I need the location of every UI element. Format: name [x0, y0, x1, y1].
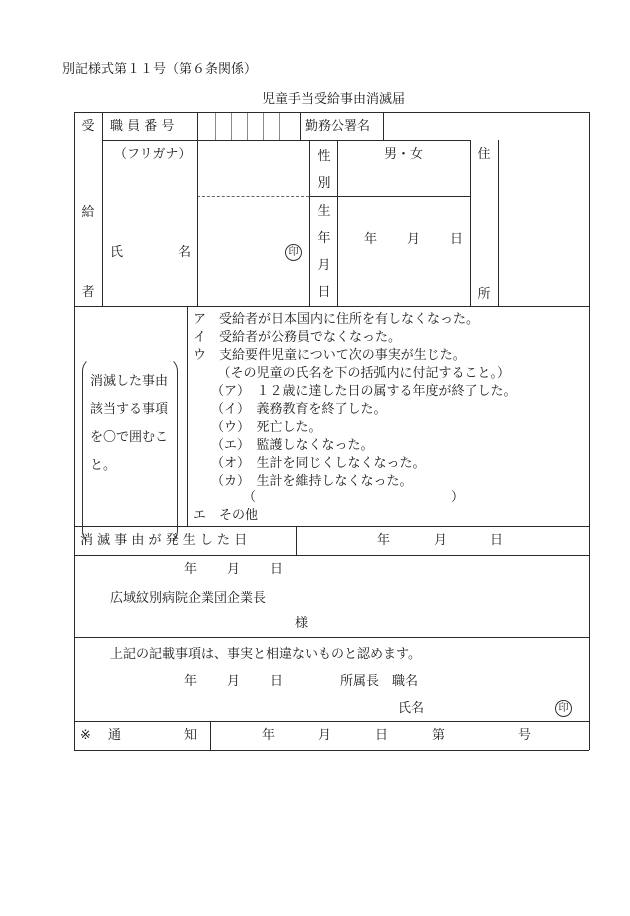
reason-subitem[interactable]: （イ） 義務教育を終了した。 [211, 402, 387, 417]
birth-label-3: 月 [317, 258, 331, 273]
seal-icon: 印 [285, 244, 302, 261]
address-field[interactable] [499, 141, 588, 305]
name-label-1: 氏 [110, 245, 124, 260]
certification-statement: 上記の記載事項は、事実と相違ないものと認めます。 [110, 647, 421, 662]
honorific: 様 [295, 616, 309, 631]
notice-label-2: 知 [184, 728, 198, 743]
reason-note: （その児童の氏名を下の括弧内に付記すること。） [211, 366, 511, 381]
certification-day: 日 [270, 674, 284, 689]
gender-label-1: 性 [317, 149, 331, 164]
reason-instruction-2: 該当する事項 [90, 402, 169, 417]
occurrence-label: 消 滅 事 由 が 発 生 し た 日 [80, 533, 248, 548]
recipient-label-1: 受 [81, 119, 95, 134]
reason-subitem[interactable]: （オ） 生計を同じくしなくなった。 [211, 456, 426, 471]
reason-subitem[interactable]: （カ） 生計を維持しなくなった。 [211, 474, 413, 489]
notice-number-label-2: 号 [518, 728, 532, 743]
reason-item[interactable]: イ 受給者が公務員でなくなった。 [193, 330, 402, 345]
reason-item[interactable]: ア 受給者が日本国内に住所を有しなくなった。 [193, 312, 480, 327]
recipient-label-3: 者 [81, 285, 95, 300]
submission-month: 月 [227, 562, 241, 577]
birth-label-4: 日 [317, 285, 331, 300]
notice-year: 年 [262, 728, 276, 743]
notice-month: 月 [318, 728, 332, 743]
office-label: 勤務公署名 [305, 119, 371, 134]
certification-year: 年 [184, 674, 198, 689]
reason-instruction-1: 消滅した事由 [90, 374, 169, 389]
address-label-1: 住 [477, 147, 491, 162]
reason-instruction-3: を〇で囲むこ [90, 430, 169, 445]
birth-year: 年 [364, 232, 378, 247]
notice-label-1: 通 [108, 728, 122, 743]
supervisor-name-label: 氏名 [398, 701, 425, 716]
gender-label-2: 別 [317, 176, 331, 191]
recipient-label-2: 給 [81, 205, 95, 220]
reason-subitem[interactable]: （ウ） 死亡した。 [211, 420, 322, 435]
seal-icon: 印 [555, 700, 572, 717]
occurrence-month: 月 [434, 533, 448, 548]
certification-month: 月 [227, 674, 241, 689]
furigana-label: （フリガナ） [114, 147, 192, 162]
occurrence-year: 年 [377, 533, 391, 548]
notice-mark: ※ [80, 728, 91, 743]
furigana-field[interactable] [198, 141, 308, 195]
staff-number-label: 職 員 番 号 [110, 119, 175, 134]
staff-number-field[interactable] [198, 113, 299, 140]
birth-label-1: 生 [317, 204, 331, 219]
notice-number-label-1: 第 [432, 728, 446, 743]
birth-label-2: 年 [317, 231, 331, 246]
office-field[interactable] [384, 113, 588, 140]
submission-day: 日 [270, 562, 284, 577]
notice-day: 日 [375, 728, 389, 743]
child-name-brackets[interactable]: （ ） [243, 490, 465, 505]
reason-subitem[interactable]: （エ） 監護しなくなった。 [211, 438, 374, 453]
reason-instruction-4: と。 [90, 458, 117, 473]
reason-subitem[interactable]: （ア） １２歳に達した日の属する年度が終了した。 [211, 384, 517, 399]
gender-value[interactable]: 男・女 [384, 147, 424, 162]
reason-item[interactable]: エ その他 [193, 508, 259, 523]
addressee: 広域紋別病院企業団企業長 [110, 591, 267, 606]
birth-month: 月 [407, 232, 421, 247]
birth-day: 日 [450, 232, 464, 247]
occurrence-day: 日 [490, 533, 504, 548]
form-title: 児童手当受給事由消滅届 [262, 92, 406, 107]
reason-item[interactable]: ウ 支給要件児童について次の事実が生じた。 [193, 348, 466, 363]
address-label-2: 所 [477, 287, 491, 302]
supervisor-title-label: 所属長 職名 [340, 674, 419, 689]
submission-year: 年 [184, 562, 198, 577]
name-label-2: 名 [178, 245, 192, 260]
form-number: 別記様式第１１号（第６条関係） [62, 62, 258, 77]
